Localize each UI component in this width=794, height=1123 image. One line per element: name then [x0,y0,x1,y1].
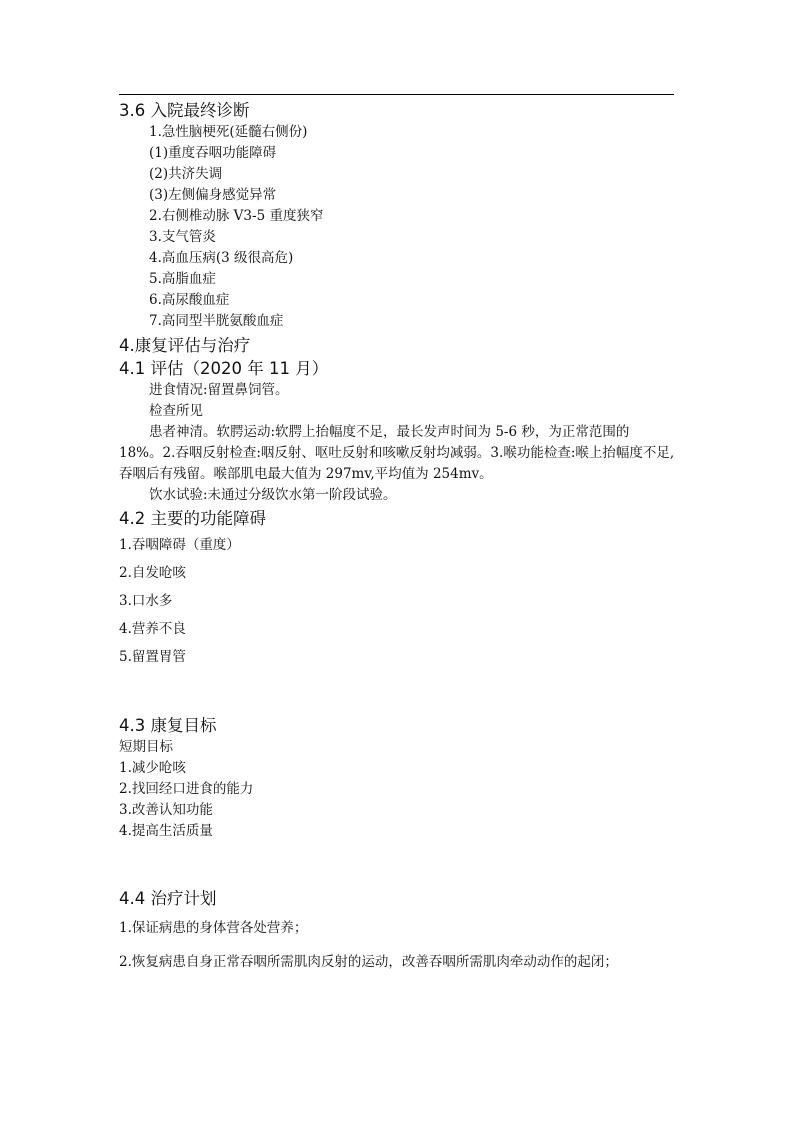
section-3-6-heading: 3.6 入院最终诊断 [119,101,250,120]
dysfunction-item: 2.自发呛咳 [119,565,186,581]
diagnosis-item: 5.高脂血症 [149,271,216,287]
short-term-goals-title: 短期目标 [119,739,173,755]
dysfunction-item: 3.口水多 [119,593,173,609]
section-4-heading: 4.康复评估与治疗 [119,336,251,355]
section-4-4-heading: 4.4 治疗计划 [119,889,217,908]
goal-item: 2.找回经口进食的能力 [119,781,254,797]
diagnosis-item: (3)左侧偏身感觉异常 [149,187,277,203]
diagnosis-item: (1)重度吞咽功能障碍 [149,145,277,161]
intake-status: 进食情况:留置鼻饲管。 [149,382,289,398]
goal-item: 4.提高生活质量 [119,823,213,839]
dysfunction-item: 1.吞咽障碍（重度） [119,537,240,553]
goal-item: 1.减少呛咳 [119,760,186,776]
section-4-2-heading: 4.2 主要的功能障碍 [119,509,266,528]
diagnosis-item: 3.支气管炎 [149,229,216,245]
plan-item: 2.恢复病患自身正常吞咽所需肌肉反射的运动，改善吞咽所需肌肉牵动动作的起闭； [119,954,618,970]
dysfunction-item: 4.营养不良 [119,621,186,637]
water-test: 饮水试验:未通过分级饮水第一阶段试验。 [149,487,397,503]
goal-item: 3.改善认知功能 [119,802,213,818]
diagnosis-item: (2)共济失调 [149,166,223,182]
diagnosis-item: 6.高尿酸血症 [149,292,230,308]
dysfunction-item: 5.留置胃管 [119,649,186,665]
diagnosis-item: 4.高血压病(3 级很高危) [149,250,294,266]
diagnosis-item: 7.高同型半胱氨酸血症 [149,313,284,329]
document-page [119,100,679,979]
exam-findings: 患者神清。软腭运动:软腭上抬幅度不足，最长发声时间为 5-6 秒，为正常范围的 18%。2.吞咽反射检查:咽反射、呕吐反射和咳嗽反射均减弱。3.喉功能检查:喉上抬幅度不足,吞咽后有残留。喉部肌电最大值为 297mv,平均值为 254mv。 [119,424,675,482]
section-4-3-heading: 4.3 康复目标 [119,716,217,735]
header-rule [119,94,674,95]
plan-item: 1.保证病患的身体营各处营养； [119,920,308,936]
diagnosis-item: 1.急性脑梗死(延髓右侧份) [149,124,308,140]
diagnosis-item: 2.右侧椎动脉 V3-5 重度狭窄 [149,208,324,224]
exam-title: 检查所见 [149,403,203,419]
section-4-1-heading: 4.1 评估（2020 年 11 月） [119,359,329,378]
